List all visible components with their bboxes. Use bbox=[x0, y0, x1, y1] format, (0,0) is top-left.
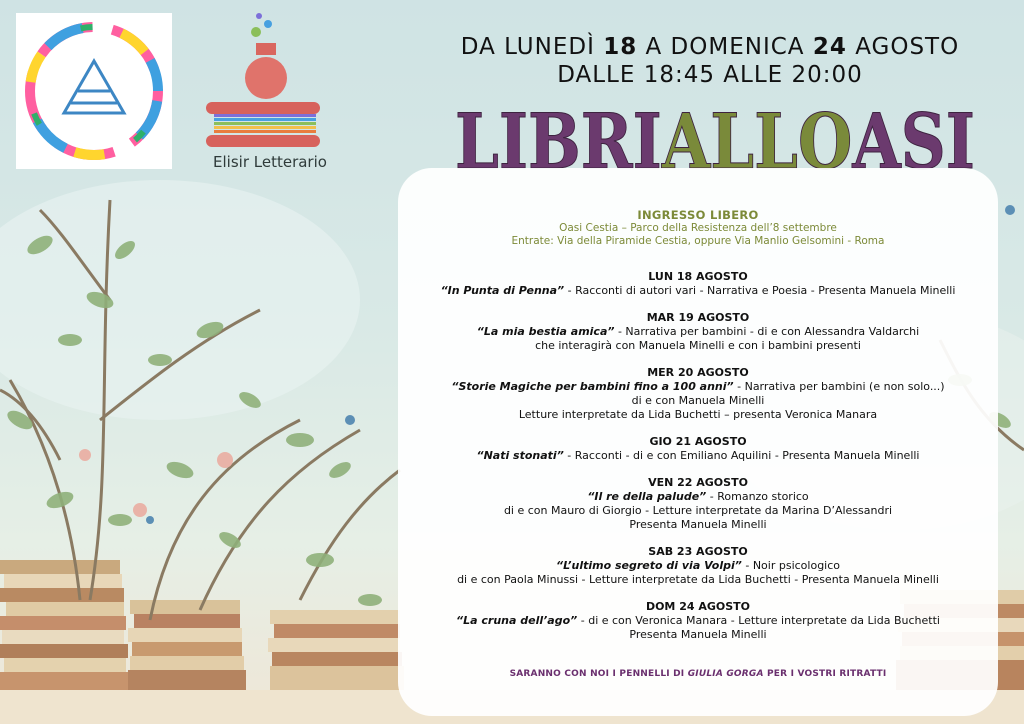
event-detail: Letture interpretate da Lida Buchetti – presenta Veronica Manara bbox=[518, 408, 878, 421]
event-text: - Narrativa per bambini (e non solo...) bbox=[733, 380, 945, 393]
event-detail: che interagirà con Manuela Minelli e con i bambini presenti bbox=[535, 339, 861, 352]
event-description bbox=[398, 284, 998, 298]
event-description bbox=[398, 380, 998, 394]
event-text: - Noir psicologico bbox=[741, 559, 841, 572]
book-title: “Il re della palude” bbox=[587, 490, 707, 503]
event-detail: Presenta Manuela Minelli bbox=[629, 518, 767, 531]
title-segment: ALLO bbox=[661, 97, 894, 186]
event-day: LUN 18 AGOSTO bbox=[648, 270, 748, 283]
location: Oasi Cestia – Parco della Resistenza dell’8 settembre bbox=[559, 222, 837, 234]
event-day: VEN 22 AGOSTO bbox=[648, 476, 748, 489]
title-segment: ASI bbox=[852, 97, 1002, 186]
event-text: - Narrativa per bambini - di e con Alessandra Valdarchi bbox=[614, 325, 920, 338]
brand-label: Elisir Letterario bbox=[213, 153, 327, 171]
event-description bbox=[398, 325, 998, 339]
book-title: “In Punta di Penna” bbox=[440, 284, 565, 297]
event-item bbox=[398, 311, 998, 353]
date-range: DA LUNEDÌ 18 A DOMENICA 24 AGOSTO bbox=[460, 34, 960, 60]
events-list bbox=[398, 270, 998, 642]
event-detail: Presenta Manuela Minelli bbox=[629, 628, 767, 641]
event-text: - di e con Veronica Manara - Letture interpretate da Lida Buchetti bbox=[577, 614, 940, 627]
entrances: Entrate: Via della Piramide Cestia, oppure Via Manlio Gelsomini - Roma bbox=[511, 235, 885, 247]
event-description bbox=[398, 559, 998, 573]
book-title: “Storie Magiche per bambini fino a 100 anni” bbox=[451, 380, 734, 393]
event-text: - Racconti di autori vari - Narrativa e Poesia - Presenta Manuela Minelli bbox=[564, 284, 956, 297]
book-title: “Nati stonati” bbox=[476, 449, 564, 462]
event-day: GIO 21 AGOSTO bbox=[649, 435, 747, 448]
book-title: “La cruna dell’ago” bbox=[456, 614, 578, 627]
event-item bbox=[398, 366, 998, 422]
book-title: “L’ultimo segreto di via Volpi” bbox=[555, 559, 742, 572]
event-text: - Racconti - di e con Emiliano Aquilini - Presenta Manuela Minelli bbox=[563, 449, 920, 462]
book-title: “La mia bestia amica” bbox=[476, 325, 615, 338]
title-segment: LIBRI bbox=[455, 97, 707, 186]
event-item bbox=[398, 545, 998, 587]
event-day: SAB 23 AGOSTO bbox=[648, 545, 748, 558]
event-detail: di e con Paola Minussi - Letture interpretate da Lida Buchetti - Presenta Manuela Minelli bbox=[457, 573, 939, 586]
book-stack-left bbox=[0, 560, 404, 690]
event-day: DOM 24 AGOSTO bbox=[645, 600, 751, 613]
event-detail: di e con Mauro di Giorgio - Letture interpretate da Marina D’Alessandri bbox=[503, 504, 893, 517]
event-item bbox=[398, 600, 998, 642]
event-text: - Romanzo storico bbox=[706, 490, 809, 503]
pyramid-logo-icon bbox=[16, 13, 172, 169]
event-item bbox=[398, 476, 998, 532]
program-content bbox=[398, 208, 998, 655]
footer-note: SARANNO CON NOI I PENNELLI DI GIULIA GORGA PER I VOSTRI RITRATTI bbox=[509, 669, 887, 679]
event-day: MAR 19 AGOSTO bbox=[646, 311, 750, 324]
free-entry: INGRESSO LIBERO bbox=[637, 208, 759, 222]
event-description bbox=[398, 614, 998, 628]
pyramid-logo bbox=[16, 13, 172, 169]
event-day: MER 20 AGOSTO bbox=[647, 366, 749, 379]
event-item bbox=[398, 435, 998, 463]
event-detail: di e con Manuela Minelli bbox=[631, 394, 765, 407]
event-description bbox=[398, 490, 998, 504]
time-range: DALLE 18:45 ALLE 20:00 bbox=[557, 62, 863, 88]
event-description bbox=[398, 449, 998, 463]
event-item bbox=[398, 270, 998, 298]
